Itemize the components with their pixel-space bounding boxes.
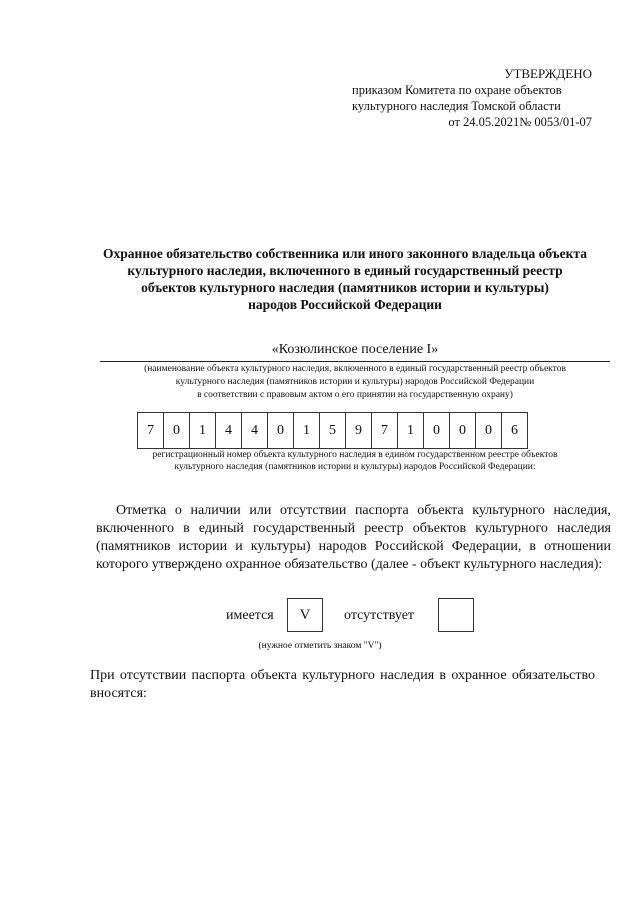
approval-line-1: приказом Комитета по охране объектов (352, 83, 562, 97)
passport-choice-row (0, 598, 640, 634)
object-caption-line-3: в соответствии с правовым актом о его принятии на государственную охрану) (197, 390, 513, 400)
registration-digit-box: 6 (501, 412, 528, 449)
title-line-3: объектов культурного наследия (памятников истории и культуры) (141, 280, 549, 295)
registration-caption-line-1: регистрационный номер объекта культурного наследия в едином государственном реестре объектов (152, 450, 558, 460)
registration-digit-box: 9 (345, 412, 372, 449)
approval-line-2: культурного наследия Томской области (352, 99, 561, 113)
registration-digit-box: 7 (137, 412, 164, 449)
object-name-caption (100, 363, 610, 402)
registration-digit-box: 4 (215, 412, 242, 449)
registration-digit-box: 1 (397, 412, 424, 449)
title-line-4: народов Российской Федерации (248, 297, 442, 312)
registration-digit-box: 7 (371, 412, 398, 449)
registration-digit-box: 5 (319, 412, 346, 449)
object-caption-line-1: (наименование объекта культурного наследия, включенного в единый государственный реестр объектов (144, 364, 566, 374)
registration-digit-box: 4 (241, 412, 268, 449)
absent-label: отсутствует (344, 608, 415, 623)
title-line-2: культурного наследия, включенного в единый государственный реестр (127, 263, 563, 278)
approval-block (352, 66, 592, 130)
document-title (60, 245, 630, 313)
registration-caption (100, 449, 610, 473)
exists-checkbox[interactable]: V (287, 598, 323, 632)
registration-digit-box: 1 (293, 412, 320, 449)
registration-digit-box: 0 (423, 412, 450, 449)
registration-digit-box: 0 (163, 412, 190, 449)
approval-date: от 24.05.2021№ 0053/01-07 (448, 115, 592, 129)
registration-digit-box: 1 (189, 412, 216, 449)
registration-digit-box: 0 (475, 412, 502, 449)
registration-caption-line-2: культурного наследия (памятников истории и культуры) народов Российской Федерации: (174, 462, 536, 472)
registration-digit-box: 0 (449, 412, 476, 449)
exists-label: имеется (226, 608, 274, 623)
registration-number (137, 412, 527, 449)
absent-checkbox[interactable] (438, 598, 474, 632)
passport-paragraph: Отметка о наличии или отсутствии паспорта объекта культурного наследия, включенного в единый государственный реестр объектов культурного наследия (памятников истории и культуры) народов Российской Федерации, в отношении которого утверждено охранное обязательство (далее - объект культурного наследия): (96, 503, 611, 572)
title-line-1: Охранное обязательство собственника или иного законного владельца объекта (103, 246, 587, 261)
approval-heading: УТВЕРЖДЕНО (504, 66, 592, 81)
choice-note: (нужное отметить знаком "V") (258, 641, 382, 651)
object-name-underline (100, 361, 610, 362)
object-caption-line-2: культурного наследия (памятников истории и культуры) народов Российской Федерации (175, 377, 535, 387)
object-name: «Козюлинское поселение I» (271, 342, 439, 357)
absence-paragraph: При отсутствии паспорта объекта культурного наследия в охранное обязательство вносятся: (90, 668, 595, 701)
registration-digit-box: 0 (267, 412, 294, 449)
